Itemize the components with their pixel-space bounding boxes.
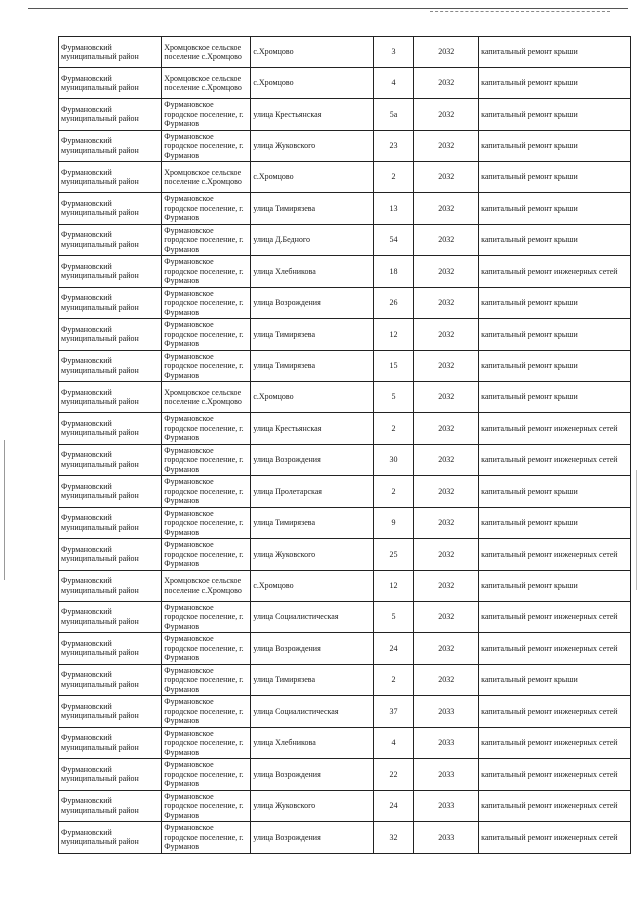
- municipality-cell: Фурмановский муниципальный район: [59, 319, 162, 351]
- settlement-cell: Фурмановское городское поселение, г. Фурманов: [162, 193, 251, 225]
- year-cell: 2032: [414, 601, 479, 633]
- table-row: [59, 99, 631, 131]
- settlement-cell: Фурмановское городское поселение, г. Фурманов: [162, 790, 251, 822]
- municipality-cell: Фурмановский муниципальный район: [59, 256, 162, 288]
- street-cell: с.Хромцово: [251, 382, 373, 413]
- table-row: [59, 382, 631, 413]
- street-cell: улица Хлебникова: [251, 256, 373, 288]
- municipality-cell: Фурмановский муниципальный район: [59, 790, 162, 822]
- house-number-cell: 13: [373, 193, 413, 225]
- municipality-cell: Фурмановский муниципальный район: [59, 476, 162, 508]
- year-cell: 2032: [414, 444, 479, 476]
- settlement-cell: Фурмановское городское поселение, г. Фурманов: [162, 99, 251, 131]
- house-number-cell: 23: [373, 130, 413, 162]
- street-cell: улица Д.Бедного: [251, 224, 373, 256]
- municipality-cell: Фурмановский муниципальный район: [59, 162, 162, 193]
- year-cell: 2032: [414, 413, 479, 445]
- table-row: [59, 37, 631, 68]
- year-cell: 2032: [414, 507, 479, 539]
- settlement-cell: Фурмановское городское поселение, г. Фурманов: [162, 822, 251, 854]
- binding-margin-line: [4, 440, 5, 580]
- house-number-cell: 18: [373, 256, 413, 288]
- table-row: [59, 193, 631, 225]
- street-cell: улица Тимирязева: [251, 507, 373, 539]
- year-cell: 2032: [414, 193, 479, 225]
- work-type-cell: капитальный ремонт инженерных сетей: [479, 444, 631, 476]
- work-type-cell: капитальный ремонт крыши: [479, 99, 631, 131]
- page-top-rule: [28, 8, 628, 9]
- street-cell: улица Возрождения: [251, 822, 373, 854]
- street-cell: улица Тимирязева: [251, 350, 373, 382]
- settlement-cell: Фурмановское городское поселение, г. Фурманов: [162, 759, 251, 791]
- work-type-cell: капитальный ремонт инженерных сетей: [479, 413, 631, 445]
- settlement-cell: Фурмановское городское поселение, г. Фурманов: [162, 287, 251, 319]
- settlement-cell: Фурмановское городское поселение, г. Фурманов: [162, 539, 251, 571]
- work-type-cell: капитальный ремонт крыши: [479, 130, 631, 162]
- settlement-cell: Фурмановское городское поселение, г. Фурманов: [162, 256, 251, 288]
- year-cell: 2032: [414, 570, 479, 601]
- municipality-cell: Фурмановский муниципальный район: [59, 224, 162, 256]
- municipality-cell: Фурмановский муниципальный район: [59, 37, 162, 68]
- street-cell: улица Жуковского: [251, 790, 373, 822]
- street-cell: улица Жуковского: [251, 539, 373, 571]
- year-cell: 2032: [414, 37, 479, 68]
- table-row: [59, 130, 631, 162]
- year-cell: 2032: [414, 287, 479, 319]
- work-type-cell: капитальный ремонт крыши: [479, 224, 631, 256]
- street-cell: улица Жуковского: [251, 130, 373, 162]
- work-type-cell: капитальный ремонт крыши: [479, 350, 631, 382]
- table-row: [59, 319, 631, 351]
- house-number-cell: 3: [373, 37, 413, 68]
- work-type-cell: капитальный ремонт крыши: [479, 664, 631, 696]
- street-cell: улица Тимирязева: [251, 664, 373, 696]
- house-number-cell: 5: [373, 601, 413, 633]
- year-cell: 2032: [414, 68, 479, 99]
- work-type-cell: капитальный ремонт инженерных сетей: [479, 256, 631, 288]
- year-cell: 2032: [414, 256, 479, 288]
- table-row: [59, 727, 631, 759]
- year-cell: 2032: [414, 664, 479, 696]
- table-row: [59, 224, 631, 256]
- settlement-cell: Фурмановское городское поселение, г. Фурманов: [162, 476, 251, 508]
- year-cell: 2032: [414, 99, 479, 131]
- capital-repair-table: [58, 36, 631, 854]
- settlement-cell: Фурмановское городское поселение, г. Фурманов: [162, 507, 251, 539]
- street-cell: с.Хромцово: [251, 37, 373, 68]
- work-type-cell: капитальный ремонт крыши: [479, 162, 631, 193]
- house-number-cell: 2: [373, 413, 413, 445]
- year-cell: 2032: [414, 350, 479, 382]
- house-number-cell: 2: [373, 476, 413, 508]
- settlement-cell: Фурмановское городское поселение, г. Фурманов: [162, 444, 251, 476]
- table-row: [59, 664, 631, 696]
- work-type-cell: капитальный ремонт крыши: [479, 193, 631, 225]
- municipality-cell: Фурмановский муниципальный район: [59, 633, 162, 665]
- settlement-cell: Фурмановское городское поселение, г. Фурманов: [162, 130, 251, 162]
- municipality-cell: Фурмановский муниципальный район: [59, 350, 162, 382]
- work-type-cell: капитальный ремонт инженерных сетей: [479, 822, 631, 854]
- work-type-cell: капитальный ремонт крыши: [479, 507, 631, 539]
- work-type-cell: капитальный ремонт инженерных сетей: [479, 601, 631, 633]
- house-number-cell: 37: [373, 696, 413, 728]
- house-number-cell: 12: [373, 570, 413, 601]
- table-row: [59, 601, 631, 633]
- table-row: [59, 633, 631, 665]
- settlement-cell: Фурмановское городское поселение, г. Фурманов: [162, 224, 251, 256]
- street-cell: улица Пролетарская: [251, 476, 373, 508]
- table-row: [59, 696, 631, 728]
- street-cell: с.Хромцово: [251, 162, 373, 193]
- table-row: [59, 790, 631, 822]
- work-type-cell: капитальный ремонт инженерных сетей: [479, 539, 631, 571]
- work-type-cell: капитальный ремонт инженерных сетей: [479, 696, 631, 728]
- street-cell: улица Социалистическая: [251, 601, 373, 633]
- street-cell: улица Тимирязева: [251, 193, 373, 225]
- year-cell: 2033: [414, 696, 479, 728]
- year-cell: 2032: [414, 382, 479, 413]
- table-row: [59, 350, 631, 382]
- settlement-cell: Хромцовское сельское поселение с.Хромцово: [162, 37, 251, 68]
- settlement-cell: Фурмановское городское поселение, г. Фурманов: [162, 696, 251, 728]
- municipality-cell: Фурмановский муниципальный район: [59, 193, 162, 225]
- year-cell: 2032: [414, 319, 479, 351]
- settlement-cell: Фурмановское городское поселение, г. Фурманов: [162, 601, 251, 633]
- table-row: [59, 256, 631, 288]
- house-number-cell: 2: [373, 664, 413, 696]
- settlement-cell: Фурмановское городское поселение, г. Фурманов: [162, 319, 251, 351]
- municipality-cell: Фурмановский муниципальный район: [59, 539, 162, 571]
- work-type-cell: капитальный ремонт крыши: [479, 287, 631, 319]
- settlement-cell: Фурмановское городское поселение, г. Фурманов: [162, 633, 251, 665]
- house-number-cell: 25: [373, 539, 413, 571]
- year-cell: 2032: [414, 130, 479, 162]
- street-cell: с.Хромцово: [251, 68, 373, 99]
- municipality-cell: Фурмановский муниципальный район: [59, 696, 162, 728]
- street-cell: улица Тимирязева: [251, 319, 373, 351]
- street-cell: улица Возрождения: [251, 633, 373, 665]
- house-number-cell: 4: [373, 727, 413, 759]
- table-row: [59, 413, 631, 445]
- house-number-cell: 24: [373, 790, 413, 822]
- settlement-cell: Фурмановское городское поселение, г. Фурманов: [162, 413, 251, 445]
- house-number-cell: 26: [373, 287, 413, 319]
- settlement-cell: Фурмановское городское поселение, г. Фурманов: [162, 664, 251, 696]
- work-type-cell: капитальный ремонт крыши: [479, 68, 631, 99]
- municipality-cell: Фурмановский муниципальный район: [59, 444, 162, 476]
- municipality-cell: Фурмановский муниципальный район: [59, 664, 162, 696]
- settlement-cell: Фурмановское городское поселение, г. Фурманов: [162, 727, 251, 759]
- municipality-cell: Фурмановский муниципальный район: [59, 287, 162, 319]
- year-cell: 2033: [414, 790, 479, 822]
- street-cell: улица Крестьянская: [251, 413, 373, 445]
- table-body: [59, 37, 631, 854]
- settlement-cell: Хромцовское сельское поселение с.Хромцово: [162, 68, 251, 99]
- work-type-cell: капитальный ремонт крыши: [479, 319, 631, 351]
- table-row: [59, 822, 631, 854]
- house-number-cell: 24: [373, 633, 413, 665]
- table-row: [59, 539, 631, 571]
- municipality-cell: Фурмановский муниципальный район: [59, 507, 162, 539]
- settlement-cell: Хромцовское сельское поселение с.Хромцово: [162, 382, 251, 413]
- year-cell: 2033: [414, 727, 479, 759]
- year-cell: 2032: [414, 633, 479, 665]
- house-number-cell: 22: [373, 759, 413, 791]
- street-cell: с.Хромцово: [251, 570, 373, 601]
- table-row: [59, 162, 631, 193]
- work-type-cell: капитальный ремонт крыши: [479, 476, 631, 508]
- house-number-cell: 4: [373, 68, 413, 99]
- work-type-cell: капитальный ремонт крыши: [479, 570, 631, 601]
- municipality-cell: Фурмановский муниципальный район: [59, 822, 162, 854]
- municipality-cell: Фурмановский муниципальный район: [59, 68, 162, 99]
- year-cell: 2033: [414, 759, 479, 791]
- house-number-cell: 15: [373, 350, 413, 382]
- year-cell: 2032: [414, 476, 479, 508]
- house-number-cell: 32: [373, 822, 413, 854]
- table-row: [59, 287, 631, 319]
- house-number-cell: 30: [373, 444, 413, 476]
- settlement-cell: Фурмановское городское поселение, г. Фурманов: [162, 350, 251, 382]
- table-row: [59, 68, 631, 99]
- year-cell: 2033: [414, 822, 479, 854]
- municipality-cell: Фурмановский муниципальный район: [59, 130, 162, 162]
- municipality-cell: Фурмановский муниципальный район: [59, 413, 162, 445]
- municipality-cell: Фурмановский муниципальный район: [59, 759, 162, 791]
- work-type-cell: капитальный ремонт крыши: [479, 37, 631, 68]
- house-number-cell: 2: [373, 162, 413, 193]
- municipality-cell: Фурмановский муниципальный район: [59, 601, 162, 633]
- street-cell: улица Хлебникова: [251, 727, 373, 759]
- municipality-cell: Фурмановский муниципальный район: [59, 382, 162, 413]
- street-cell: улица Возрождения: [251, 444, 373, 476]
- table-row: [59, 444, 631, 476]
- house-number-cell: 5а: [373, 99, 413, 131]
- street-cell: улица Крестьянская: [251, 99, 373, 131]
- work-type-cell: капитальный ремонт инженерных сетей: [479, 633, 631, 665]
- work-type-cell: капитальный ремонт крыши: [479, 382, 631, 413]
- municipality-cell: Фурмановский муниципальный район: [59, 727, 162, 759]
- table-row: [59, 759, 631, 791]
- municipality-cell: Фурмановский муниципальный район: [59, 570, 162, 601]
- street-cell: улица Возрождения: [251, 287, 373, 319]
- street-cell: улица Возрождения: [251, 759, 373, 791]
- table-row: [59, 507, 631, 539]
- year-cell: 2032: [414, 162, 479, 193]
- year-cell: 2032: [414, 539, 479, 571]
- house-number-cell: 54: [373, 224, 413, 256]
- work-type-cell: капитальный ремонт инженерных сетей: [479, 790, 631, 822]
- house-number-cell: 12: [373, 319, 413, 351]
- right-edge-scan-line: [636, 470, 637, 590]
- work-type-cell: капитальный ремонт инженерных сетей: [479, 759, 631, 791]
- page-top-scan-artifact: [430, 11, 610, 12]
- table-row: [59, 476, 631, 508]
- municipality-cell: Фурмановский муниципальный район: [59, 99, 162, 131]
- settlement-cell: Хромцовское сельское поселение с.Хромцово: [162, 162, 251, 193]
- table-row: [59, 570, 631, 601]
- house-number-cell: 5: [373, 382, 413, 413]
- settlement-cell: Хромцовское сельское поселение с.Хромцово: [162, 570, 251, 601]
- house-number-cell: 9: [373, 507, 413, 539]
- street-cell: улица Социалистическая: [251, 696, 373, 728]
- year-cell: 2032: [414, 224, 479, 256]
- work-type-cell: капитальный ремонт инженерных сетей: [479, 727, 631, 759]
